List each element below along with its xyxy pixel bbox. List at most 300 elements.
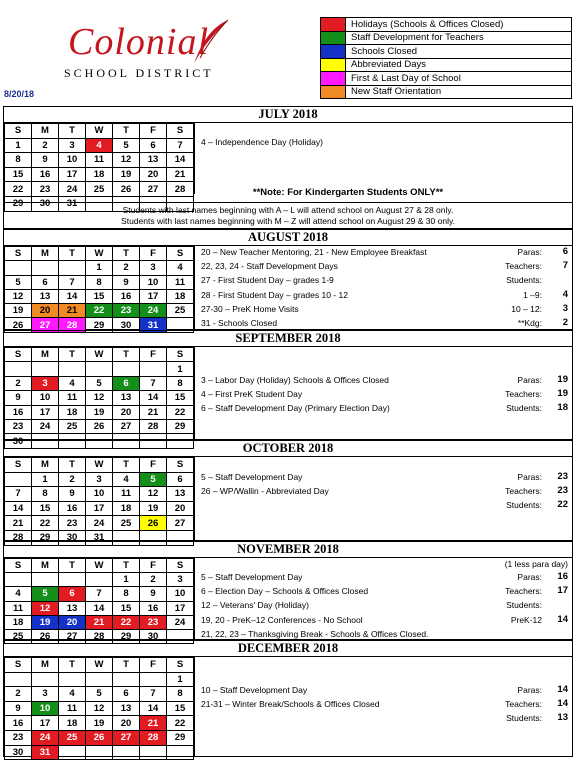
logo-wordmark: Colonial — [68, 21, 210, 63]
weekday-header: M — [32, 348, 59, 362]
weekday-header: T — [59, 247, 86, 261]
day-cell: 2 — [5, 687, 32, 702]
day-cell: 17 — [32, 716, 59, 731]
day-cell: 23 — [59, 516, 86, 531]
weekday-header: T — [113, 247, 140, 261]
day-cell: 7 — [86, 587, 113, 601]
legend-row — [321, 45, 572, 59]
day-cell: 4 — [59, 376, 86, 390]
day-count-label: Teachers: — [505, 261, 542, 272]
day-cell: 29 — [167, 419, 194, 433]
calendar-grid — [4, 657, 194, 760]
day-cell: 1 — [86, 261, 113, 275]
month-title: AUGUST 2018 — [4, 230, 572, 246]
weekday-header: M — [32, 658, 59, 673]
week-row — [5, 304, 194, 318]
day-cell: 31 — [140, 318, 167, 332]
legend-row — [321, 85, 572, 99]
column-divider — [194, 457, 195, 540]
week-row — [5, 587, 194, 601]
day-cell: 1 — [167, 672, 194, 687]
week-row — [5, 730, 194, 745]
day-cell — [5, 261, 32, 275]
day-count-label: Teachers: — [505, 389, 542, 399]
day-count-value: 3 — [562, 302, 568, 314]
day-cell: 18 — [113, 501, 140, 516]
day-cell: 12 — [86, 701, 113, 716]
day-cell: 3 — [59, 138, 86, 153]
event-note: 31 - Schools Closed — [201, 318, 278, 328]
calendar-grid — [4, 457, 194, 546]
day-cell: 16 — [5, 716, 32, 731]
day-cell — [59, 672, 86, 687]
weekday-header: S — [167, 658, 194, 673]
month-title: JULY 2018 — [4, 107, 572, 123]
day-cell: 8 — [5, 153, 32, 168]
day-cell — [59, 261, 86, 275]
revision-date: 8/20/18 — [4, 89, 35, 99]
day-cell: 27 — [32, 318, 59, 332]
day-count-value: 19 — [557, 388, 568, 399]
day-count-label: **Kdg: — [517, 318, 542, 328]
legend-label: Schools Closed — [346, 45, 572, 59]
day-cell: 13 — [59, 601, 86, 615]
day-cell: 11 — [5, 601, 32, 615]
day-count-value: 18 — [557, 402, 568, 413]
day-cell: 24 — [32, 730, 59, 745]
day-count-value: 22 — [557, 499, 568, 510]
day-cell: 29 — [167, 730, 194, 745]
weekday-header: S — [5, 458, 32, 473]
week-row — [5, 261, 194, 275]
day-cell: 24 — [86, 516, 113, 531]
week-row — [5, 419, 194, 433]
day-count-label: Paras: — [517, 247, 542, 257]
day-cell: 2 — [59, 472, 86, 487]
day-cell: 30 — [113, 318, 140, 332]
day-count-value: 14 — [557, 613, 568, 625]
day-cell: 13 — [113, 701, 140, 716]
day-cell: 17 — [140, 289, 167, 303]
day-cell: 3 — [140, 261, 167, 275]
event-note: 4 – First PreK Student Day — [201, 389, 303, 399]
week-row — [5, 601, 194, 615]
day-cell: 25 — [59, 419, 86, 433]
day-cell: 28 — [140, 419, 167, 433]
weekday-header: T — [113, 559, 140, 573]
day-count-value: 4 — [562, 288, 568, 300]
weekday-header: F — [140, 658, 167, 673]
day-cell: 30 — [140, 629, 167, 643]
day-cell: 22 — [86, 304, 113, 318]
day-cell: 11 — [167, 275, 194, 289]
day-cell: 16 — [59, 501, 86, 516]
day-cell: 29 — [86, 318, 113, 332]
day-cell: 18 — [59, 405, 86, 419]
day-cell: 7 — [140, 376, 167, 390]
day-count-value: 23 — [557, 471, 568, 482]
day-cell: 19 — [86, 405, 113, 419]
legend-label: Abbreviated Days — [346, 58, 572, 72]
event-note: 5 – Staff Development Day — [201, 572, 303, 582]
weekday-header: T — [113, 124, 140, 139]
day-cell: 16 — [32, 167, 59, 182]
day-cell: 13 — [140, 153, 167, 168]
day-cell: 26 — [86, 730, 113, 745]
day-cell: 4 — [86, 138, 113, 153]
week-row — [5, 153, 194, 168]
weekday-header: T — [113, 458, 140, 473]
day-cell: 4 — [113, 472, 140, 487]
day-cell: 7 — [140, 687, 167, 702]
day-count-value: 16 — [557, 571, 568, 582]
week-row — [5, 362, 194, 376]
legend-swatch — [321, 58, 346, 72]
event-note: 5 – Staff Development Day — [201, 472, 303, 482]
day-cell: 6 — [113, 687, 140, 702]
day-cell: 25 — [167, 304, 194, 318]
month-title: DECEMBER 2018 — [4, 641, 572, 657]
day-count-label: Teachers: — [505, 586, 542, 597]
weekday-header: W — [86, 458, 113, 473]
calendar-grid — [4, 123, 194, 212]
week-row — [5, 573, 194, 587]
day-cell: 29 — [5, 196, 32, 211]
day-cell: 26 — [113, 182, 140, 197]
day-cell: 30 — [32, 196, 59, 211]
day-cell: 2 — [113, 261, 140, 275]
week-row — [5, 687, 194, 702]
day-cell: 10 — [32, 391, 59, 405]
day-count-value: 23 — [557, 485, 568, 496]
day-cell: 25 — [59, 730, 86, 745]
day-cell: 26 — [140, 516, 167, 531]
event-note: 4 – Independence Day (Holiday) — [201, 137, 323, 147]
day-cell: 4 — [167, 261, 194, 275]
day-cell — [113, 362, 140, 376]
day-cell: 4 — [5, 587, 32, 601]
day-cell: 21 — [140, 716, 167, 731]
day-cell: 24 — [32, 419, 59, 433]
event-note: 12 – Veterans' Day (Holiday) — [201, 600, 309, 611]
calendar-grid — [4, 558, 194, 644]
day-cell: 12 — [32, 601, 59, 615]
day-cell: 28 — [59, 318, 86, 332]
event-note: 22, 23, 24 - Staff Development Days — [201, 261, 338, 272]
legend-label: Holidays (Schools & Offices Closed) — [346, 18, 572, 32]
legend-swatch — [321, 31, 346, 45]
day-count-label: Paras: — [517, 375, 542, 385]
weekday-header: T — [59, 458, 86, 473]
day-cell — [59, 362, 86, 376]
event-note: 27 - First Student Day – grades 1-9 — [201, 275, 334, 286]
weekday-header: T — [113, 348, 140, 362]
day-cell: 7 — [167, 138, 194, 153]
day-cell: 18 — [5, 615, 32, 629]
day-cell: 1 — [32, 472, 59, 487]
weekday-header: S — [5, 124, 32, 139]
day-cell: 11 — [113, 487, 140, 502]
day-cell: 10 — [86, 487, 113, 502]
column-divider — [194, 558, 195, 639]
month-title: SEPTEMBER 2018 — [4, 331, 572, 347]
day-cell: 12 — [140, 487, 167, 502]
day-cell: 22 — [113, 615, 140, 629]
day-cell: 27 — [113, 419, 140, 433]
day-cell — [86, 362, 113, 376]
weekday-header: S — [5, 658, 32, 673]
weekday-header: M — [32, 247, 59, 261]
day-cell: 13 — [32, 289, 59, 303]
day-count-label: 1 –9: — [523, 289, 542, 300]
day-cell: 11 — [86, 153, 113, 168]
day-cell: 14 — [86, 601, 113, 615]
week-row — [5, 701, 194, 716]
event-note: 21-31 – Winter Break/Schools & Offices Closed — [201, 699, 380, 709]
week-row — [5, 487, 194, 502]
weekday-header: S — [167, 348, 194, 362]
day-count-label: Students: — [506, 500, 542, 510]
day-cell: 3 — [32, 687, 59, 702]
day-cell: 18 — [86, 167, 113, 182]
week-row — [5, 501, 194, 516]
month-october — [3, 440, 573, 544]
day-count-value: 13 — [557, 712, 568, 723]
day-cell: 22 — [5, 182, 32, 197]
day-cell: 25 — [113, 516, 140, 531]
day-cell: 20 — [32, 304, 59, 318]
weekday-header: T — [113, 658, 140, 673]
day-cell: 9 — [140, 587, 167, 601]
weekday-header: S — [167, 247, 194, 261]
day-count-label: Students: — [506, 275, 542, 286]
day-count-value: 17 — [557, 585, 568, 597]
day-cell: 9 — [5, 391, 32, 405]
weekday-header: F — [140, 559, 167, 573]
day-cell: 24 — [59, 182, 86, 197]
legend-label: Staff Development for Teachers — [346, 31, 572, 45]
day-cell: 6 — [140, 138, 167, 153]
weekday-header: W — [86, 559, 113, 573]
day-cell: 14 — [140, 391, 167, 405]
day-cell: 6 — [113, 376, 140, 390]
day-cell: 22 — [167, 405, 194, 419]
month-title: OCTOBER 2018 — [4, 441, 572, 457]
day-cell: 7 — [5, 487, 32, 502]
day-cell — [32, 573, 59, 587]
day-cell: 9 — [5, 701, 32, 716]
day-cell: 8 — [32, 487, 59, 502]
day-cell: 21 — [140, 405, 167, 419]
day-cell: 28 — [5, 530, 32, 545]
column-divider — [194, 657, 195, 756]
event-note: 6 – Staff Development Day (Primary Election Day) — [201, 403, 390, 413]
legend-label: New Staff Orientation — [346, 85, 572, 99]
day-cell: 15 — [167, 391, 194, 405]
day-count-label: Paras: — [517, 685, 542, 695]
weekday-header: W — [86, 348, 113, 362]
day-cell: 23 — [5, 419, 32, 433]
day-cell: 23 — [5, 730, 32, 745]
day-cell: 15 — [113, 601, 140, 615]
day-cell: 12 — [113, 153, 140, 168]
day-cell — [59, 745, 86, 760]
day-cell — [140, 362, 167, 376]
day-cell: 29 — [32, 530, 59, 545]
day-count-value: 7 — [562, 260, 568, 272]
day-count-value: 14 — [557, 698, 568, 709]
weekday-header: W — [86, 658, 113, 673]
day-cell — [140, 672, 167, 687]
legend-label: First & Last Day of School — [346, 72, 572, 86]
divider — [4, 202, 572, 203]
day-count-label: Students: — [506, 713, 542, 723]
day-cell: 1 — [5, 138, 32, 153]
day-count-value: 19 — [557, 374, 568, 385]
day-cell: 12 — [86, 391, 113, 405]
day-cell — [5, 362, 32, 376]
day-cell: 8 — [167, 687, 194, 702]
day-count-value: 2 — [562, 317, 568, 328]
week-row — [5, 615, 194, 629]
para-note: (1 less para day) — [504, 559, 568, 569]
day-cell — [86, 672, 113, 687]
day-cell: 5 — [5, 275, 32, 289]
column-divider — [194, 347, 195, 439]
day-count-label: Teachers: — [505, 699, 542, 709]
weekday-header: M — [32, 559, 59, 573]
day-cell: 16 — [140, 601, 167, 615]
kindergarten-note-line: Students with last names beginning with M – Z will attend school on August 29 & 30 only. — [121, 216, 455, 226]
day-cell: 15 — [167, 701, 194, 716]
day-cell: 2 — [32, 138, 59, 153]
day-cell: 26 — [86, 419, 113, 433]
weekday-header: W — [86, 124, 113, 139]
week-row — [5, 516, 194, 531]
day-cell: 23 — [113, 304, 140, 318]
day-cell — [86, 745, 113, 760]
weekday-header: F — [140, 247, 167, 261]
day-cell: 31 — [59, 196, 86, 211]
day-count-value: 14 — [557, 684, 568, 695]
day-cell: 6 — [59, 587, 86, 601]
day-cell: 20 — [113, 716, 140, 731]
day-cell — [32, 672, 59, 687]
day-cell: 30 — [5, 745, 32, 760]
day-cell: 23 — [140, 615, 167, 629]
day-cell: 21 — [86, 615, 113, 629]
weekday-header: T — [59, 559, 86, 573]
week-row — [5, 289, 194, 303]
day-cell: 13 — [113, 391, 140, 405]
day-cell: 5 — [140, 472, 167, 487]
day-cell: 14 — [140, 701, 167, 716]
logo-subtitle: SCHOOL DISTRICT — [64, 66, 214, 80]
day-cell: 9 — [59, 487, 86, 502]
legend-swatch — [321, 45, 346, 59]
district-logo — [60, 18, 240, 84]
day-cell: 27 — [113, 730, 140, 745]
day-cell: 19 — [32, 615, 59, 629]
day-cell — [5, 472, 32, 487]
day-cell: 31 — [86, 530, 113, 545]
day-cell: 14 — [167, 153, 194, 168]
day-cell: 27 — [140, 182, 167, 197]
week-row — [5, 376, 194, 390]
day-cell: 9 — [32, 153, 59, 168]
day-cell: 19 — [5, 304, 32, 318]
weekday-header: S — [5, 559, 32, 573]
quill-icon — [188, 18, 232, 68]
day-cell: 20 — [59, 615, 86, 629]
day-cell — [86, 573, 113, 587]
day-cell: 21 — [59, 304, 86, 318]
kindergarten-note-title: **Note: For Kindergarten Students ONLY** — [252, 187, 444, 198]
day-cell: 26 — [5, 318, 32, 332]
month-november — [3, 541, 573, 643]
day-cell: 31 — [32, 745, 59, 760]
weekday-header: S — [167, 559, 194, 573]
day-cell: 16 — [113, 289, 140, 303]
day-cell — [59, 573, 86, 587]
week-row — [5, 672, 194, 687]
month-july — [3, 106, 573, 229]
event-note: 6 – Election Day – Schools & Offices Closed — [201, 586, 369, 597]
calendar-grid — [4, 246, 194, 333]
day-count-label: PreK-12 — [510, 614, 542, 625]
weekday-header: T — [59, 124, 86, 139]
day-cell: 17 — [86, 501, 113, 516]
day-cell: 14 — [5, 501, 32, 516]
day-cell: 23 — [32, 182, 59, 197]
day-cell: 21 — [167, 167, 194, 182]
day-cell: 20 — [167, 501, 194, 516]
day-cell: 16 — [5, 405, 32, 419]
day-cell: 20 — [113, 405, 140, 419]
day-cell: 28 — [140, 730, 167, 745]
week-row — [5, 405, 194, 419]
day-cell: 10 — [167, 587, 194, 601]
weekday-header: M — [32, 458, 59, 473]
day-cell: 22 — [32, 516, 59, 531]
day-cell: 6 — [32, 275, 59, 289]
day-cell: 24 — [167, 615, 194, 629]
day-cell: 5 — [113, 138, 140, 153]
weekday-header: S — [5, 247, 32, 261]
legend-swatch — [321, 72, 346, 86]
month-december — [3, 640, 573, 757]
week-row — [5, 745, 194, 760]
event-note: 28 - First Student Day – grades 10 - 12 — [201, 289, 348, 300]
day-cell: 8 — [167, 376, 194, 390]
color-legend — [320, 17, 572, 99]
day-cell — [5, 672, 32, 687]
legend-swatch — [321, 85, 346, 99]
legend-row — [321, 31, 572, 45]
weekday-header: S — [5, 348, 32, 362]
day-cell: 7 — [59, 275, 86, 289]
event-note: 20 – New Teacher Mentoring, 21 - New Employee Breakfast — [201, 247, 427, 257]
day-cell: 14 — [59, 289, 86, 303]
day-cell: 15 — [5, 167, 32, 182]
day-cell: 5 — [32, 587, 59, 601]
event-note: 10 – Staff Development Day — [201, 685, 308, 695]
day-count-label: Teachers: — [505, 486, 542, 496]
day-cell: 2 — [140, 573, 167, 587]
day-cell: 12 — [5, 289, 32, 303]
day-cell — [32, 362, 59, 376]
day-cell: 9 — [113, 275, 140, 289]
